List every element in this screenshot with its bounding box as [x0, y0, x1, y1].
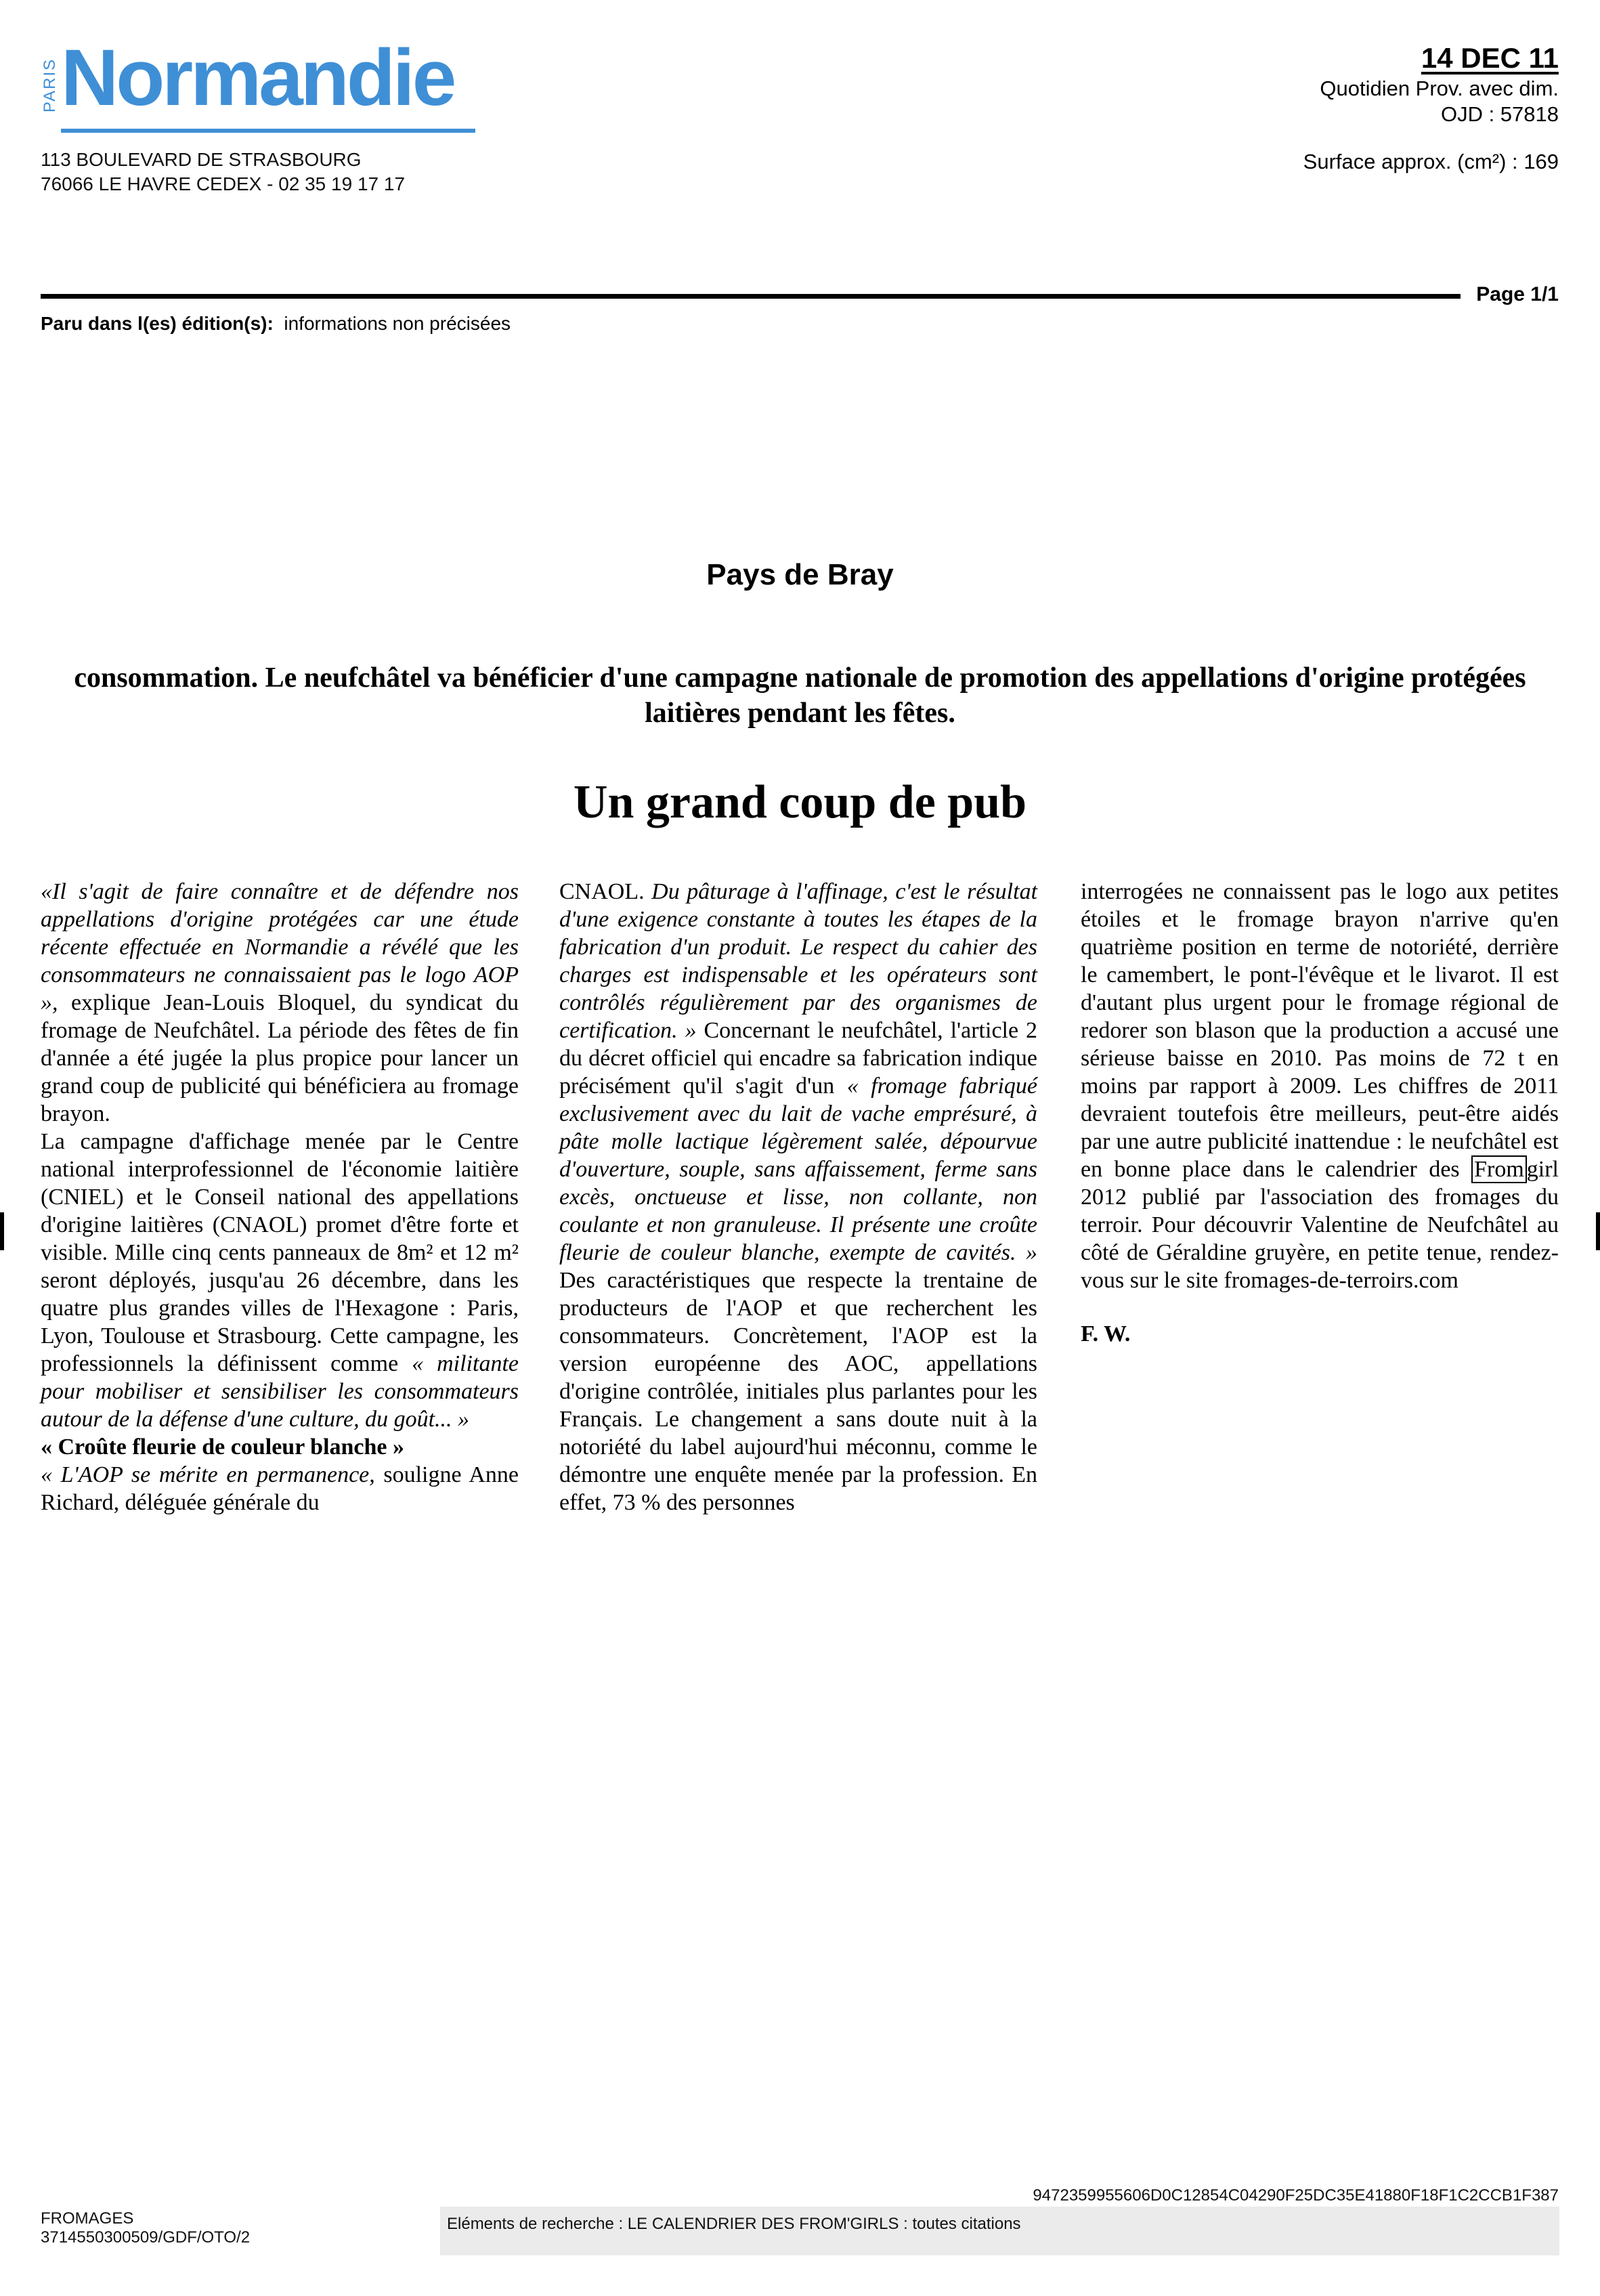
search-elements-box	[440, 2207, 1559, 2255]
publisher-address	[41, 148, 405, 196]
body-text: Concernant le neufchâtel, l'article 2 du décret officiel qui encadre sa fabrication indique précisément qu'il s'agit d'un	[559, 1018, 1037, 1099]
edition-info	[41, 313, 511, 335]
search-highlight: From	[1471, 1155, 1527, 1183]
document-hash: 9472359955606D0C12854C04290F25DC35E41880F18F1C2CCB1F387	[1033, 2186, 1559, 2205]
margin-mark-right	[1596, 1212, 1600, 1250]
footer-reference	[41, 2209, 250, 2247]
newspaper-logo	[41, 33, 454, 144]
article-column-1	[41, 878, 519, 1516]
edition-label: Paru dans l(es) édition(s):	[41, 313, 274, 334]
subheading	[41, 1433, 519, 1461]
article-column-2	[559, 878, 1037, 1516]
body-text: La campagne d'affichage menée par le Centre national interprofessionnel de l'économie laitière (CNIEL) et le Conseil national des appellations d'origine laitières (CNAOL) promet d'être forte et visible. Mille cinq cents panneaux de 8m² et 12 m² seront déployés, jusqu'au 26 décembre, dans les quatre plus grandes villes de l'Hexagone : Paris, Lyon, Toulouse et Strasbourg. Cette campagne, les professionnels la définissent comme	[41, 1129, 519, 1376]
subheading-text: « Croûte fleurie de couleur blanche »	[41, 1434, 405, 1460]
article-surtitle: consommation. Le neufchâtel va bénéficier d'une campagne nationale de promotion des appellations d'origine protégées laitières pendant les fêtes.	[74, 662, 1526, 729]
footer-code: 3714550300509/GDF/OTO/2	[41, 2228, 251, 2247]
author-signature: F. W.	[1081, 1321, 1131, 1346]
paragraph	[41, 1461, 519, 1516]
paragraph	[41, 878, 519, 1128]
article-title: Un grand coup de pub	[573, 776, 1027, 828]
body-text: Des caractéristiques que respecte la trentaine de producteurs de l'AOP et que recherchent les consommateurs. Concrètement, l'AOP est la version européenne des AOC, appellations d'origine contrôlée, initiales plus parlantes pour les Français. Le changement a sans doute nuit à la notoriété du label aujourd'hui méconnu, comme le démontre une enquête menée par la profession. En effet, 73 % des personnes	[559, 1268, 1037, 1515]
body-text: souligne Anne Richard, déléguée générale du	[41, 1462, 519, 1515]
paragraph	[559, 878, 1037, 1516]
logo-name: Normandie	[61, 33, 454, 123]
quote-text: «Il s'agit de faire connaître et de défendre nos appellations d'origine protégées car une étude récente effectuée en Normandie a révélé que les consommateurs ne connaissaient pas le logo AOP »,	[41, 879, 519, 1015]
logo-prefix-text: PARIS	[41, 58, 59, 113]
body-text: interrogées ne connaissent pas le logo aux petites étoiles et le fromage brayon n'arrive qu'en quatrième position en terme de notoriété, derrière le camembert, le pont-l'évêque et le livarot. Il est d'autant plus urgent pour le fromage régional de redorer son blason que la production a accusé une sérieuse baisse en 2010. Pas moins de 72 t en moins par rapport à 2009. Les chiffres de 2011 devraient toutefois être meilleurs, peut-être aidés par une autre publicité inattendue : le neufchâtel est en bonne place dans le calendrier des	[1081, 879, 1559, 1182]
article-rubric: Pays de Bray	[706, 558, 894, 591]
paragraph	[1081, 878, 1559, 1294]
quote-text: « L'AOP se mérite en permanence,	[41, 1462, 375, 1487]
header-divider	[41, 294, 1461, 299]
quote-text: Du pâturage à l'affinage, c'est le résultat d'une exigence constante à toutes les étapes de la fabrication d'un produit. Le respect du cahier des charges est indispensable et les opérateurs sont contrôlés régulièrement par des organismes de certification. »	[559, 879, 1038, 1043]
search-elements-text: Eléments de recherche : LE CALENDRIER DES FROM'GIRLS : toutes citations	[447, 2215, 1021, 2233]
surface-area: Surface approx. (cm²) : 169	[1303, 150, 1559, 173]
logo-prefix	[41, 47, 60, 123]
address-line-2: 76066 LE HAVRE CEDEX - 02 35 19 17 17	[41, 173, 406, 194]
body-text: explique Jean-Louis Bloquel, du syndicat du fromage de Neufchâtel. La période des fêtes de fin d'année a été jugée la plus propice pour lancer un grand coup de publicité qui bénéficiera au fromage brayon.	[41, 990, 519, 1126]
paragraph	[41, 1128, 519, 1433]
address-line-1: 113 BOULEVARD DE STRASBOURG	[41, 149, 362, 170]
article-column-3	[1081, 878, 1559, 1348]
publication-frequency: Quotidien Prov. avec dim.	[1320, 77, 1559, 100]
quote-text: « militante pour mobiliser et sensibiliser les consommateurs autour de la défense d'une culture, du goût... »	[41, 1351, 519, 1432]
edition-value: informations non précisées	[284, 313, 511, 334]
body-text: CNAOL.	[559, 879, 652, 904]
logo-underline	[61, 129, 475, 133]
margin-mark-left	[0, 1212, 4, 1250]
page-number: Page 1/1	[1476, 283, 1559, 305]
footer-theme: FROMAGES	[41, 2209, 134, 2228]
publication-date: 14 DEC 11	[1421, 42, 1559, 74]
body-text: girl 2012 publié par l'association des fromages du terroir. Pour découvrir Valentine de Neufchâtel au côté de Géraldine gruyère, en petite tenue, rendez-vous sur le site fromages-de-terroirs.com	[1081, 1157, 1559, 1293]
quote-text: « fromage fabriqué exclusivement avec du lait de vache emprésuré, à pâte molle lactique légèrement salée, dépourvue d'ouverture, souple, sans affaissement, ferme sans excès, onctueuse et lisse, non collante, non coulante et non granuleuse. Il présente une croûte fleurie de couleur blanche, exempte de cavités. »	[559, 1073, 1037, 1265]
ojd-circulation: OJD : 57818	[1440, 102, 1559, 126]
